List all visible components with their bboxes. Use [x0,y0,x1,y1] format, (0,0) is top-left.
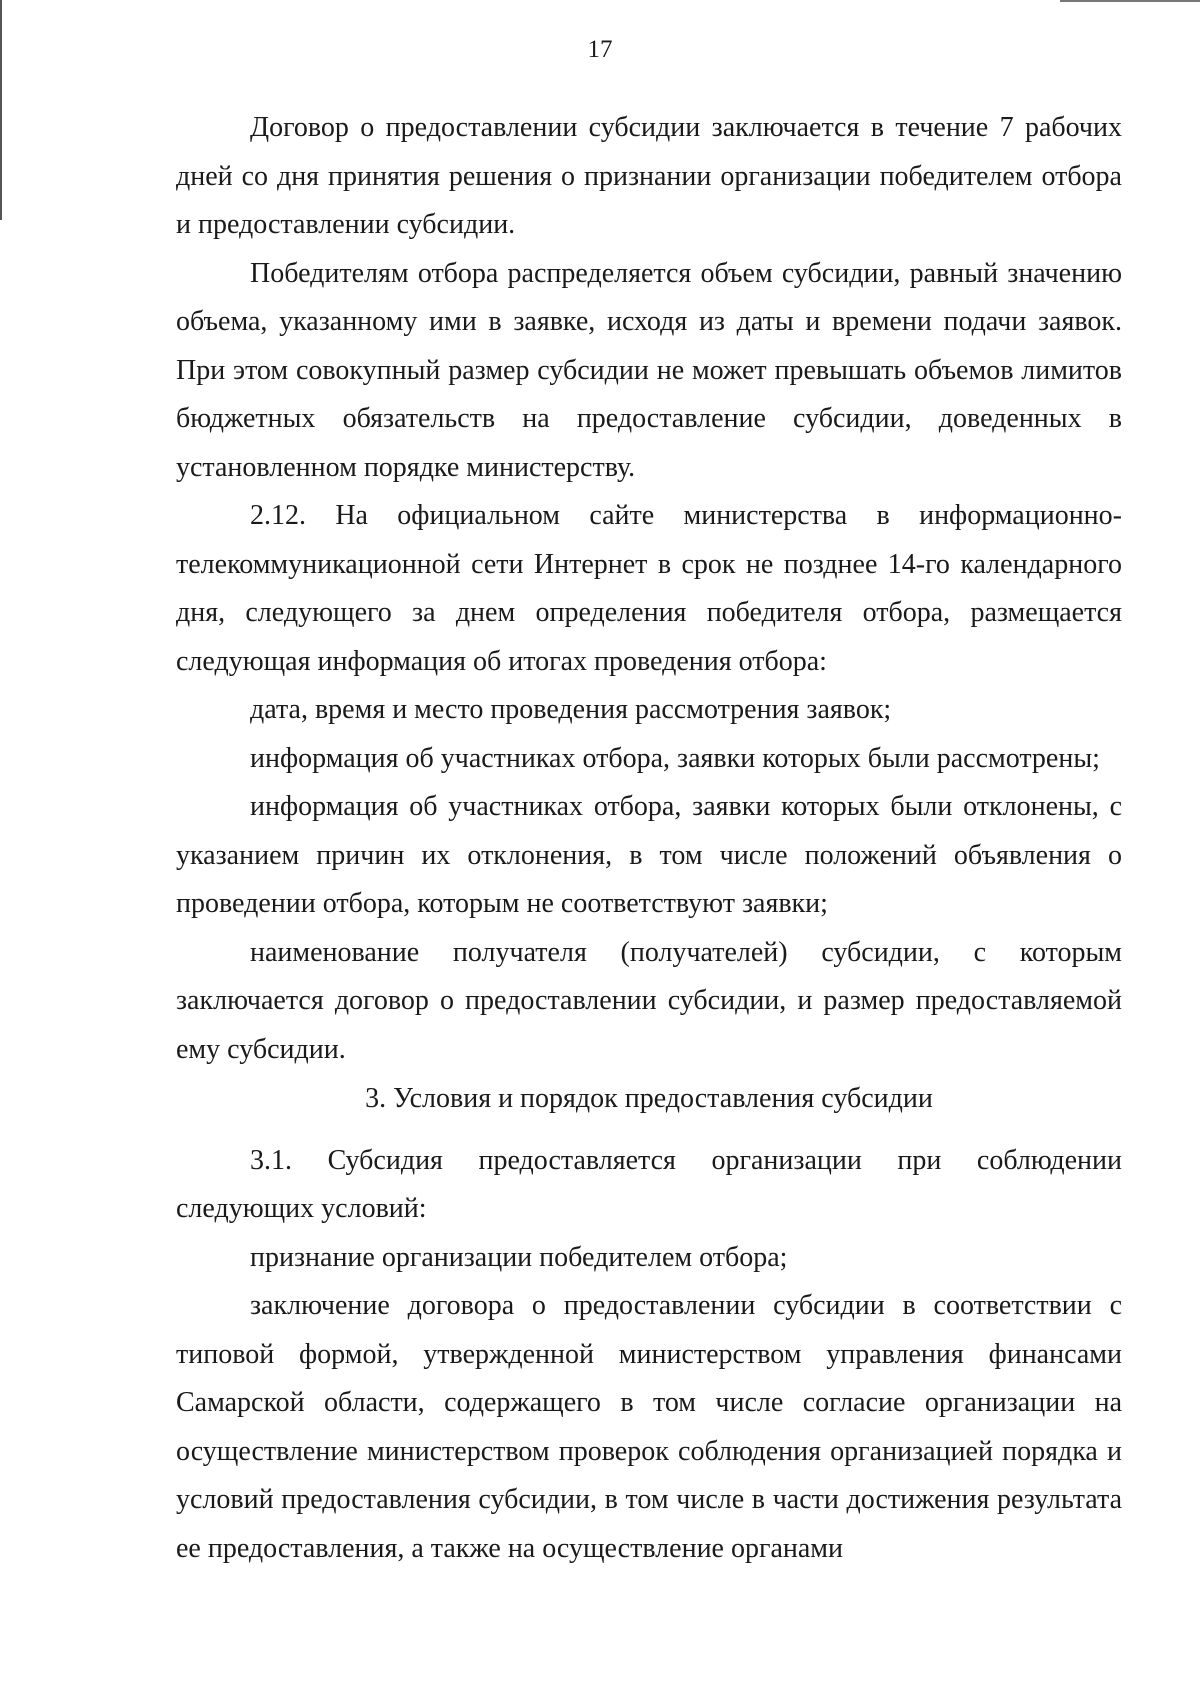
list-item-winner-recognition: признание организации победителем отбора; [250,1241,788,1273]
paragraph-3-1: 3.1. Субсидия предоставляется организации при соблюдении следующих условий: [176,1144,1122,1224]
list-item-rejected-participants: информация об участниках отбора, заявки которых были отклонены, с указанием причин их отклонения, в том числе положений объявления о проведении отбора, которым не соответствуют заявки; [176,791,1122,919]
document-body [176,104,1122,1573]
list-item-date-time-place: дата, время и место проведения рассмотрения заявок; [250,694,892,725]
page-number: 17 [587,36,613,63]
list-item-recipient-name: наименование получателя (получателей) субсидии, с которым заключается договор о предоставлении субсидии, и размер предоставляемой ему субсидии. [176,936,1122,1065]
section-heading: 3. Условия и порядок предоставления субсидии [365,1083,933,1114]
list-item-contract-conclusion: заключение договора о предоставлении субсидии в соответствии с типовой формой, утвержденной министерством управления финансами Самарской области, содержащего в том числе согласие организации на осуществление министерством проверок соблюдения организацией порядка и условий предоставления субсидии, в том числе в части достижения результата ее предоставления, а также на осуществление органами [176,1290,1122,1564]
list-item-reviewed-participants: информация об участниках отбора, заявки которых были рассмотрены; [250,742,1100,774]
paragraph-subsidy-distribution: Победителям отбора распределяется объем субсидии, равный значению объема, указанному ими в заявке, исходя из даты и времени подачи заявок. При этом совокупный размер субсидии не может превышать объемов лимитов бюджетных обязательств на предоставление субсидии, доведенных в установленном порядке министерству. [176,257,1122,483]
paragraph-2-12: 2.12. На официальном сайте министерства в информационно-телекоммуникационной сети Интернет в срок не позднее 14-го календарного дня, следующего за днем определения победителя отбора, размещается следующая информация об итогах проведения отбора: [176,500,1122,677]
scan-top-mark [1060,0,1200,2]
scan-edge-mark [0,0,2,220]
paragraph-contract-term: Договор о предоставлении субсидии заключается в течение 7 рабочих дней со дня принятия решения о признании организации победителем отбора и предоставлении субсидии. [176,112,1122,240]
